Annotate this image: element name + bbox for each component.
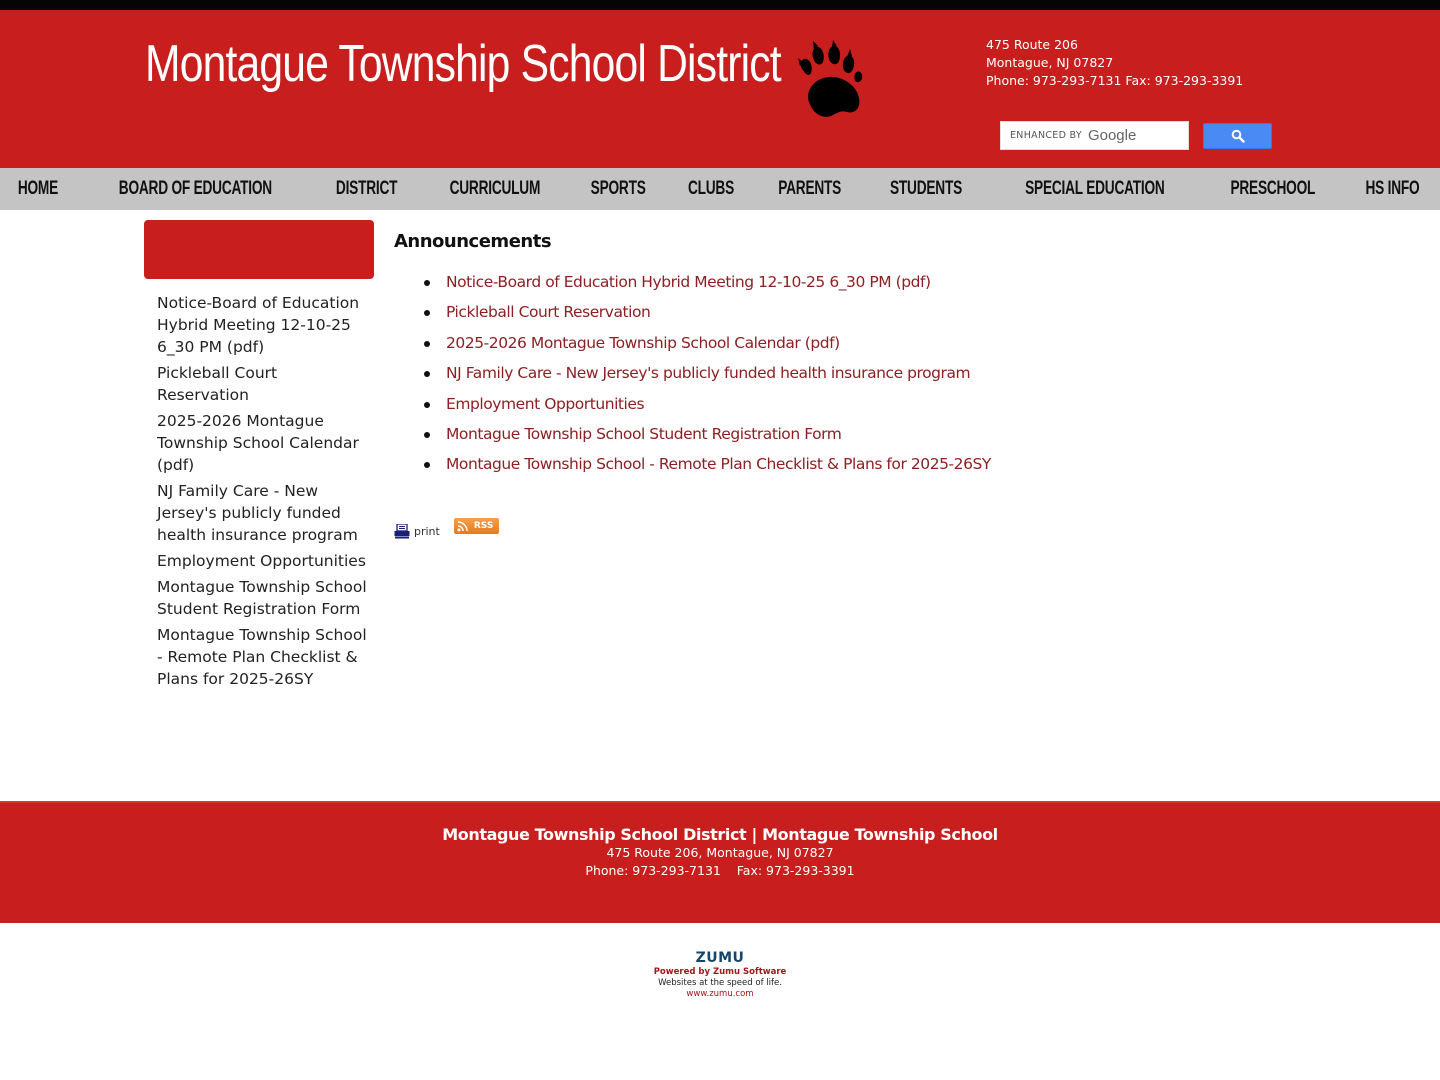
- header-contact: [986, 36, 1243, 90]
- announcement-link[interactable]: NJ Family Care - New Jersey's publicly funded health insurance program: [446, 364, 971, 383]
- announcement-link[interactable]: Employment Opportunities: [446, 394, 645, 413]
- nav-item-district[interactable]: DISTRICT: [335, 178, 398, 199]
- announcement-item[interactable]: [423, 331, 991, 361]
- footer-address: 475 Route 206, Montague, NJ 07827: [606, 845, 834, 860]
- contact-phone-fax: Phone: 973-293-7131 Fax: 973-293-3391: [986, 73, 1244, 88]
- sidebar-item[interactable]: [157, 480, 367, 546]
- sidebar-item[interactable]: [157, 550, 367, 572]
- sidebar-item[interactable]: [157, 292, 367, 358]
- zumu-powered-by[interactable]: Powered by Zumu Software: [653, 967, 787, 977]
- announcement-item[interactable]: [423, 392, 991, 422]
- zumu-credit: [0, 950, 1440, 999]
- site-title[interactable]: Montague Township School District: [145, 35, 781, 93]
- nav-item-preschool[interactable]: PRESCHOOL: [1230, 178, 1316, 199]
- sidebar-item[interactable]: [157, 410, 367, 476]
- sidebar-item-link[interactable]: 2025-2026 Montague Township School Calendar (pdf): [157, 412, 359, 474]
- sidebar-item-link[interactable]: Employment Opportunities: [157, 552, 366, 570]
- search-placeholder-enhanced: ENHANCED BY: [1010, 130, 1082, 141]
- contact-address-line2: Montague, NJ 07827: [986, 55, 1114, 70]
- rss-label: RSS: [473, 521, 494, 531]
- announcement-item[interactable]: [423, 422, 991, 452]
- search-button[interactable]: [1203, 123, 1272, 149]
- zumu-logo[interactable]: ZUMU: [695, 950, 745, 966]
- page-tools: [394, 523, 499, 539]
- footer-phone-fax: Phone: 973-293-7131 Fax: 973-293-3391: [585, 863, 855, 878]
- top-black-bar: [0, 0, 1440, 10]
- sidebar-item[interactable]: [157, 362, 367, 406]
- sidebar-item[interactable]: [157, 576, 367, 620]
- sidebar-list: [157, 292, 367, 694]
- announcements-list: [423, 270, 991, 483]
- print-label: print: [414, 525, 440, 538]
- nav-item-curriculum[interactable]: CURRICULUM: [449, 178, 541, 199]
- announcement-link[interactable]: Montague Township School - Remote Plan Checklist & Plans for 2025-26SY: [446, 455, 991, 474]
- zumu-tagline: Websites at the speed of life.: [658, 978, 782, 988]
- site-footer: [0, 801, 1440, 923]
- printer-icon: [394, 524, 410, 539]
- zumu-url-link[interactable]: www.zumu.com: [686, 989, 754, 999]
- announcement-item[interactable]: [423, 270, 991, 300]
- announcement-link[interactable]: 2025-2026 Montague Township School Calendar (pdf): [446, 333, 840, 352]
- search-placeholder-google: Google: [1087, 127, 1137, 144]
- nav-item-board-of-education[interactable]: BOARD OF EDUCATION: [118, 178, 272, 199]
- sidebar-item-link[interactable]: NJ Family Care - New Jersey's publicly funded health insurance program: [157, 482, 358, 544]
- site-header: [0, 10, 1440, 168]
- announcement-item[interactable]: [423, 300, 991, 330]
- search-input[interactable]: [1000, 121, 1189, 150]
- announcement-item[interactable]: [423, 452, 991, 482]
- nav-item-home[interactable]: HOME: [18, 178, 59, 199]
- announcement-link[interactable]: Montague Township School Student Registration Form: [446, 424, 842, 443]
- nav-item-sports[interactable]: SPORTS: [590, 178, 646, 199]
- print-button[interactable]: [394, 524, 440, 539]
- sidebar-item-link[interactable]: Montague Township School Student Registration Form: [157, 578, 367, 618]
- announcement-link[interactable]: Notice-Board of Education Hybrid Meeting 12-10-25 6_30 PM (pdf): [446, 273, 931, 291]
- sidebar-item-link[interactable]: Pickleball Court Reservation: [157, 364, 278, 404]
- sidebar-header-block: [144, 220, 374, 279]
- nav-item-parents[interactable]: PARENTS: [777, 178, 841, 199]
- main-nav: [0, 168, 1440, 210]
- announcement-item[interactable]: [423, 361, 991, 391]
- nav-item-students[interactable]: STUDENTS: [889, 178, 962, 199]
- sidebar-item[interactable]: [157, 624, 367, 690]
- announcement-link[interactable]: Pickleball Court Reservation: [446, 303, 651, 322]
- bear-paw-icon: [797, 40, 865, 120]
- nav-item-clubs[interactable]: CLUBS: [688, 178, 735, 199]
- rss-button[interactable]: [454, 518, 499, 534]
- announcements-title: Announcements: [394, 231, 552, 252]
- rss-icon: [457, 521, 468, 532]
- footer-title: Montague Township School District | Montague Township School: [442, 825, 998, 844]
- sidebar-item-link[interactable]: Notice-Board of Education Hybrid Meeting 12-10-25 6_30 PM (pdf): [157, 294, 360, 356]
- nav-item-hs-info[interactable]: HS INFO: [1365, 178, 1420, 199]
- search-icon: [1231, 129, 1245, 143]
- nav-item-special-education[interactable]: SPECIAL EDUCATION: [1025, 178, 1165, 199]
- sidebar-item-link[interactable]: Montague Township School - Remote Plan Checklist & Plans for 2025-26SY: [157, 626, 367, 688]
- contact-address-line1: 475 Route 206: [986, 37, 1078, 52]
